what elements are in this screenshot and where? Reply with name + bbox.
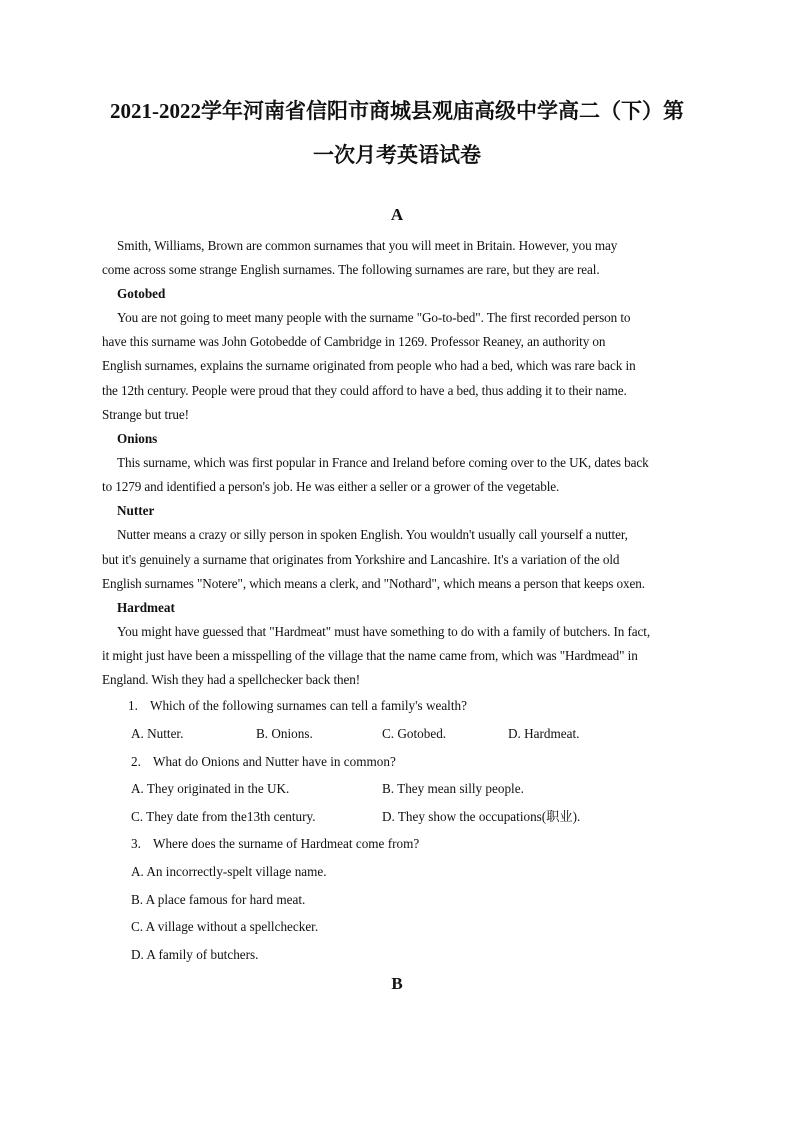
section-heading-b: B: [391, 974, 403, 993]
question-3: [131, 835, 419, 853]
onions-line-2: to 1279 and identified a person's job. He was either a seller or a grower of the vegetable.: [102, 479, 560, 494]
q2-option-d[interactable]: D. They show the occupations(职业).: [382, 809, 581, 824]
q1-option-a[interactable]: A. Nutter.: [131, 726, 184, 741]
intro-line-1: Smith, Williams, Brown are common surnames that you will meet in Britain. However, you may: [117, 238, 618, 253]
q3-option-a[interactable]: A. An incorrectly-spelt village name.: [131, 864, 327, 879]
question-3-number: 3.: [131, 836, 141, 851]
nutter-line-1: Nutter means a crazy or silly person in spoken English. You wouldn't usually call yourself a nutter,: [117, 527, 628, 542]
gotobed-line-5: Strange but true!: [102, 407, 189, 422]
nutter-line-3: English surnames "Notere", which means a clerk, and "Nothard", which means a person that keeps oxen.: [102, 576, 645, 591]
q2-option-a[interactable]: A. They originated in the UK.: [131, 781, 290, 796]
subheading-nutter: Nutter: [117, 503, 155, 518]
q1-option-d[interactable]: D. Hardmeat.: [508, 726, 580, 741]
question-1-text: Which of the following surnames can tell a family's wealth?: [150, 698, 467, 713]
question-2: [131, 753, 396, 771]
subheading-gotobed: Gotobed: [117, 286, 166, 301]
exam-title-line-1: 2021-2022学年河南省信阳市商城县观庙高级中学高二（下）第: [110, 99, 684, 123]
gotobed-line-2: have this surname was John Gotobedde of Cambridge in 1269. Professor Reaney, an authority on: [102, 334, 606, 349]
gotobed-line-1: You are not going to meet many people with the surname "Go-to-bed". The first recorded person to: [117, 310, 631, 325]
hardmeat-line-3: England. Wish they had a spellchecker back then!: [102, 672, 361, 687]
q1-option-c[interactable]: C. Gotobed.: [382, 726, 447, 741]
q1-option-b[interactable]: B. Onions.: [256, 726, 313, 741]
q3-option-d[interactable]: D. A family of butchers.: [131, 947, 259, 962]
exam-title-line-2: 一次月考英语试卷: [313, 143, 481, 167]
question-3-text: Where does the surname of Hardmeat come from?: [153, 836, 420, 851]
gotobed-line-4: the 12th century. People were proud that they could afford to have a bed, thus adding it to their name.: [102, 383, 627, 398]
question-1: [128, 697, 467, 715]
question-2-number: 2.: [131, 754, 141, 769]
question-2-text: What do Onions and Nutter have in common?: [153, 754, 396, 769]
nutter-line-2: but it's genuinely a surname that originates from Yorkshire and Lancashire. It's a variation of the old: [102, 552, 620, 567]
q2-option-b[interactable]: B. They mean silly people.: [382, 781, 524, 796]
gotobed-line-3: English surnames, explains the surname originated from people who had a bed, which was rare back in: [102, 358, 636, 373]
q3-option-c[interactable]: C. A village without a spellchecker.: [131, 919, 319, 934]
question-1-number: 1.: [128, 698, 138, 713]
q3-option-b[interactable]: B. A place famous for hard meat.: [131, 892, 306, 907]
q2-option-c[interactable]: C. They date from the13th century.: [131, 809, 316, 824]
hardmeat-line-1: You might have guessed that "Hardmeat" must have something to do with a family of butchers. In fact,: [117, 624, 651, 639]
intro-line-2: come across some strange English surnames. The following surnames are rare, but they are real.: [102, 262, 600, 277]
subheading-hardmeat: Hardmeat: [117, 600, 175, 615]
hardmeat-line-2: it might just have been a misspelling of the village that the name came from, which was "Hardmead" in: [102, 648, 638, 663]
subheading-onions: Onions: [117, 431, 158, 446]
section-heading-a: A: [390, 205, 404, 224]
onions-line-1: This surname, which was first popular in France and Ireland before coming over to the UK, dates back: [117, 455, 649, 470]
